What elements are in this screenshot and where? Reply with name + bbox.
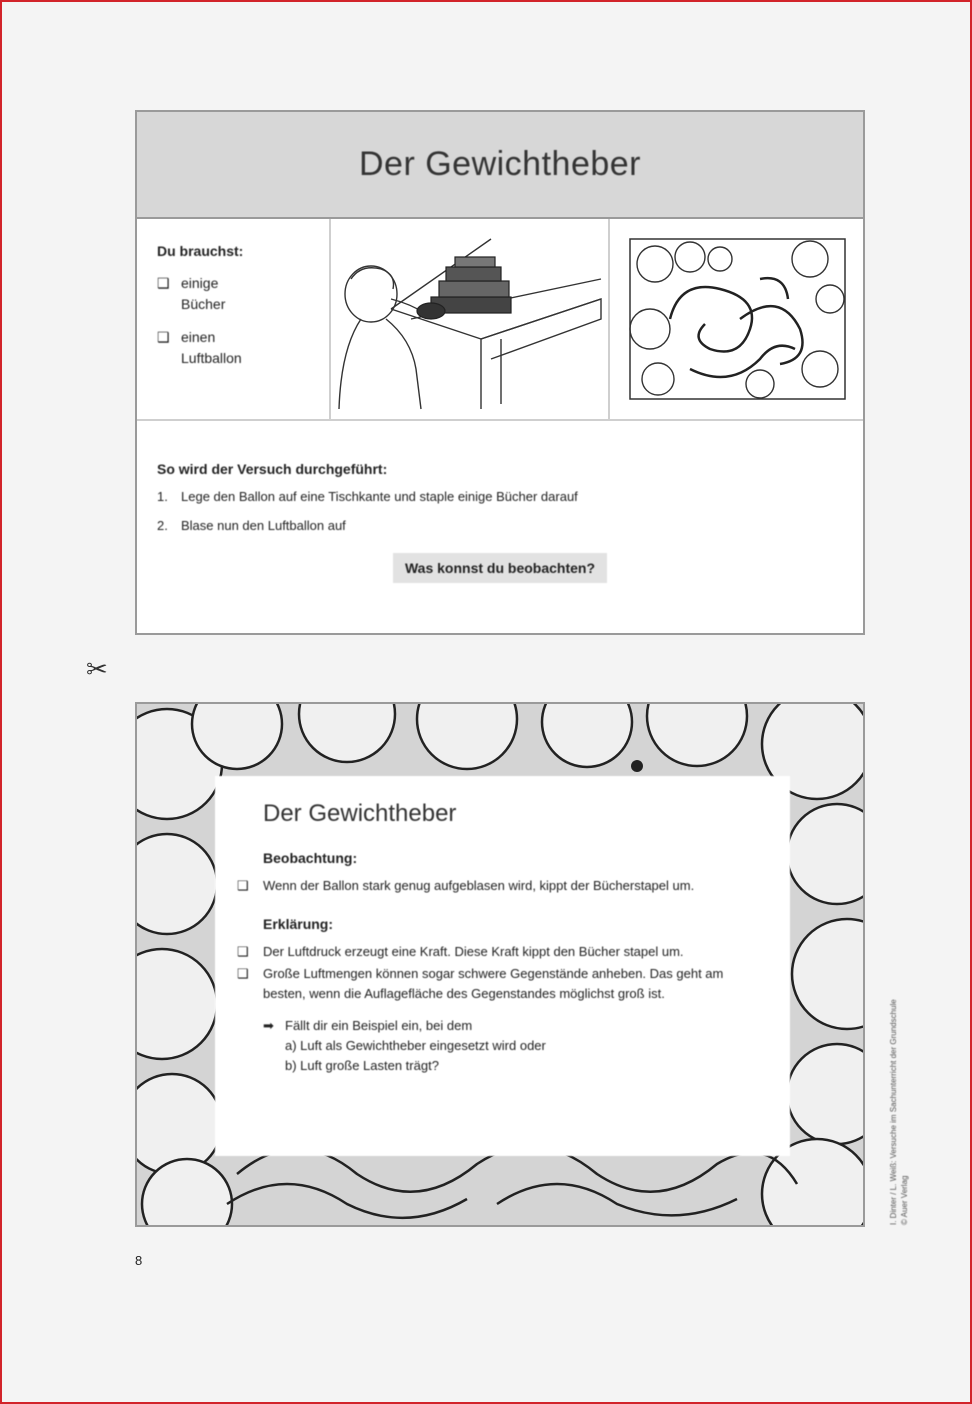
explanation-text: Große Luftmengen können sogar schwere Gegenstände anheben. Das geht am besten, wenn die Auflagefläche des Gegenstandes möglichst groß ist. xyxy=(263,966,724,1001)
decorative-pattern-panel xyxy=(610,219,863,419)
material-item xyxy=(157,327,329,369)
materials-row xyxy=(137,219,863,421)
step-text: Lege den Ballon auf eine Tischkante und staple einige Bücher darauf xyxy=(181,489,578,504)
step-text: Blase nun den Luftballon auf xyxy=(181,518,346,533)
experiment-card-header xyxy=(137,112,863,219)
observation-item xyxy=(237,876,750,896)
materials-list xyxy=(137,219,331,419)
follow-up-task xyxy=(263,1016,750,1076)
swirl-pattern-image xyxy=(610,219,863,419)
material-item xyxy=(157,273,329,315)
step-number: 1. xyxy=(157,489,168,504)
scissors-icon: ✂ xyxy=(86,654,108,684)
checkbox-icon: ❑ xyxy=(157,329,170,345)
explanation-text: Der Luftdruck erzeugt eine Kraft. Diese Kraft kippt den Bücher stapel um. xyxy=(263,944,684,959)
procedure-section xyxy=(137,421,863,533)
explanation-item xyxy=(237,942,750,962)
solution-text-panel xyxy=(215,776,790,1156)
solution-title: Der Gewichtheber xyxy=(263,800,457,827)
task-line: b) Luft große Lasten trägt? xyxy=(285,1058,439,1073)
task-line: a) Luft als Gewichtheber eingesetzt wird oder xyxy=(285,1038,546,1053)
explanation-item xyxy=(237,964,750,1004)
checkbox-icon: ❑ xyxy=(237,966,249,981)
procedure-heading: So wird der Versuch durchgeführt: xyxy=(157,461,388,477)
observation-question-label: Was konnst du beobachten? xyxy=(393,553,607,583)
step-number: 2. xyxy=(157,518,168,533)
question-wrap xyxy=(137,553,863,583)
material-label: einige Bücher xyxy=(181,275,226,312)
procedure-step xyxy=(157,489,863,504)
credit-line: I. Dinter / L. Weiß: Versuche im Sachunterricht der Grundschule xyxy=(889,999,898,1225)
procedure-step xyxy=(157,518,863,533)
checkbox-icon: ❑ xyxy=(157,275,170,291)
material-label: einen Luftballon xyxy=(181,329,242,366)
observation-text: Wenn der Ballon stark genug aufgeblasen wird, kippt der Bücherstapel um. xyxy=(263,878,695,893)
copyright-credit xyxy=(888,865,910,1225)
observation-heading: Beobachtung: xyxy=(263,850,358,866)
solution-card xyxy=(135,702,865,1227)
page-number: 8 xyxy=(135,1253,143,1268)
child-books-table-drawing xyxy=(331,219,609,419)
credit-line: © Auer Verlag xyxy=(900,1175,909,1225)
experiment-title: Der Gewichtheber xyxy=(358,145,641,183)
explanation-heading: Erklärung: xyxy=(263,916,334,932)
arrow-icon: ➡ xyxy=(263,1018,274,1033)
task-line: Fällt dir ein Beispiel ein, bei dem xyxy=(285,1018,473,1033)
checkbox-icon: ❑ xyxy=(237,878,249,893)
experiment-illustration xyxy=(331,219,610,419)
experiment-card xyxy=(135,110,865,635)
checkbox-icon: ❑ xyxy=(237,944,249,959)
materials-heading: Du brauchst: xyxy=(157,243,244,259)
